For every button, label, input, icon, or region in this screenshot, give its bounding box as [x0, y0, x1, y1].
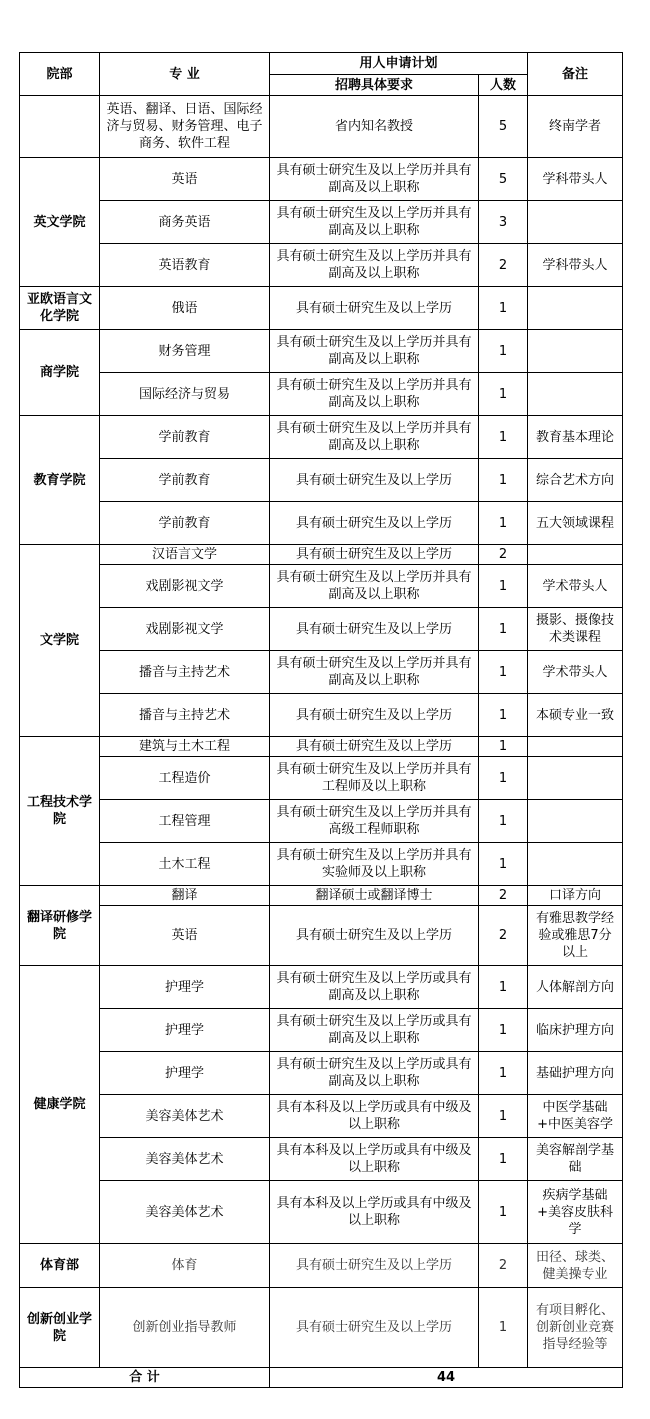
note-cell: 基础护理方向	[528, 1052, 623, 1095]
table-row	[20, 843, 623, 886]
dept-cell: 文学院	[20, 545, 100, 737]
table-row	[20, 373, 623, 416]
count-cell: 1	[479, 1288, 528, 1368]
requirement-cell: 具有硕士研究生及以上学历	[270, 545, 479, 565]
count-cell: 1	[479, 1052, 528, 1095]
count-cell: 1	[479, 565, 528, 608]
count-cell: 1	[479, 608, 528, 651]
note-cell: 教育基本理论	[528, 416, 623, 459]
count-cell: 1	[479, 416, 528, 459]
count-cell: 1	[479, 287, 528, 330]
table-row	[20, 1138, 623, 1181]
requirement-cell: 具有硕士研究生及以上学历或具有副高及以上职称	[270, 1052, 479, 1095]
major-cell: 播音与主持艺术	[100, 694, 270, 737]
note-cell: 学科带头人	[528, 158, 623, 201]
requirement-cell: 具有硕士研究生及以上学历	[270, 287, 479, 330]
major-cell: 国际经济与贸易	[100, 373, 270, 416]
requirement-cell: 具有硕士研究生及以上学历并具有副高及以上职称	[270, 416, 479, 459]
dept-cell: 体育部	[20, 1244, 100, 1288]
major-cell: 学前教育	[100, 502, 270, 545]
table-row	[20, 287, 623, 330]
note-cell: 美容解剖学基础	[528, 1138, 623, 1181]
header-count: 人数	[479, 75, 528, 96]
major-cell: 美容美体艺术	[100, 1138, 270, 1181]
table-row	[20, 737, 623, 757]
note-cell: 中医学基础+中医美容学	[528, 1095, 623, 1138]
note-cell: 终南学者	[528, 96, 623, 158]
header-requirement: 招聘具体要求	[270, 75, 479, 96]
major-cell: 工程造价	[100, 757, 270, 800]
count-cell: 1	[479, 966, 528, 1009]
count-cell: 1	[479, 459, 528, 502]
count-cell: 1	[479, 651, 528, 694]
requirement-cell: 具有硕士研究生及以上学历	[270, 1244, 479, 1288]
note-cell	[528, 287, 623, 330]
requirement-cell: 具有硕士研究生及以上学历并具有副高及以上职称	[270, 373, 479, 416]
major-cell: 汉语言文学	[100, 545, 270, 565]
major-cell: 戏剧影视文学	[100, 565, 270, 608]
major-cell: 美容美体艺术	[100, 1095, 270, 1138]
major-cell: 护理学	[100, 966, 270, 1009]
note-cell: 摄影、摄像技术类课程	[528, 608, 623, 651]
dept-cell: 商学院	[20, 330, 100, 416]
requirement-cell: 具有硕士研究生及以上学历	[270, 694, 479, 737]
count-cell: 1	[479, 1138, 528, 1181]
table-row	[20, 96, 623, 158]
table-row	[20, 459, 623, 502]
note-cell: 学术带头人	[528, 565, 623, 608]
major-cell: 创新创业指导教师	[100, 1288, 270, 1368]
count-cell: 1	[479, 1181, 528, 1244]
count-cell: 1	[479, 843, 528, 886]
major-cell: 美容美体艺术	[100, 1181, 270, 1244]
note-cell: 有雅思教学经验或雅思7分以上	[528, 906, 623, 966]
table-row	[20, 1052, 623, 1095]
count-cell: 1	[479, 373, 528, 416]
table-row	[20, 966, 623, 1009]
major-cell: 财务管理	[100, 330, 270, 373]
requirement-cell: 具有本科及以上学历或具有中级及以上职称	[270, 1138, 479, 1181]
table-row	[20, 906, 623, 966]
major-cell: 英语	[100, 906, 270, 966]
dept-cell: 翻译研修学院	[20, 886, 100, 966]
recruitment-plan-table	[19, 52, 623, 1388]
table-row	[20, 1009, 623, 1052]
note-cell: 疾病学基础+美容皮肤科学	[528, 1181, 623, 1244]
count-cell: 1	[479, 800, 528, 843]
requirement-cell: 具有硕士研究生及以上学历或具有副高及以上职称	[270, 966, 479, 1009]
table-row	[20, 158, 623, 201]
note-cell: 人体解剖方向	[528, 966, 623, 1009]
note-cell: 综合艺术方向	[528, 459, 623, 502]
note-cell: 临床护理方向	[528, 1009, 623, 1052]
note-cell	[528, 800, 623, 843]
major-cell: 学前教育	[100, 416, 270, 459]
count-cell: 1	[479, 502, 528, 545]
table-row	[20, 1288, 623, 1368]
major-cell: 体育	[100, 1244, 270, 1288]
requirement-cell: 具有硕士研究生及以上学历	[270, 906, 479, 966]
count-cell: 1	[479, 330, 528, 373]
table-row	[20, 1095, 623, 1138]
requirement-cell: 具有硕士研究生及以上学历并具有副高及以上职称	[270, 330, 479, 373]
note-cell	[528, 843, 623, 886]
requirement-cell: 具有硕士研究生及以上学历并具有实验师及以上职称	[270, 843, 479, 886]
note-cell	[528, 757, 623, 800]
dept-cell: 工程技术学院	[20, 737, 100, 886]
note-cell	[528, 330, 623, 373]
count-cell: 3	[479, 201, 528, 244]
dept-cell: 英文学院	[20, 158, 100, 287]
major-cell: 英语、翻译、日语、国际经济与贸易、财务管理、电子商务、软件工程	[100, 96, 270, 158]
total-value: 44	[270, 1368, 623, 1388]
note-cell	[528, 737, 623, 757]
major-cell: 学前教育	[100, 459, 270, 502]
dept-cell: 教育学院	[20, 416, 100, 545]
requirement-cell: 具有硕士研究生及以上学历并具有副高及以上职称	[270, 158, 479, 201]
major-cell: 护理学	[100, 1052, 270, 1095]
table-row	[20, 502, 623, 545]
major-cell: 俄语	[100, 287, 270, 330]
table-row	[20, 1244, 623, 1288]
dept-cell: 亚欧语言文化学院	[20, 287, 100, 330]
note-cell	[528, 373, 623, 416]
requirement-cell: 具有本科及以上学历或具有中级及以上职称	[270, 1181, 479, 1244]
dept-cell	[20, 96, 100, 158]
table-row	[20, 545, 623, 565]
count-cell: 2	[479, 545, 528, 565]
count-cell: 2	[479, 906, 528, 966]
major-cell: 播音与主持艺术	[100, 651, 270, 694]
major-cell: 土木工程	[100, 843, 270, 886]
requirement-cell: 具有硕士研究生及以上学历并具有副高及以上职称	[270, 565, 479, 608]
count-cell: 5	[479, 158, 528, 201]
requirement-cell: 具有硕士研究生及以上学历并具有副高及以上职称	[270, 651, 479, 694]
requirement-cell: 具有硕士研究生及以上学历	[270, 737, 479, 757]
table-row	[20, 1181, 623, 1244]
count-cell: 1	[479, 694, 528, 737]
major-cell: 戏剧影视文学	[100, 608, 270, 651]
table-row	[20, 201, 623, 244]
table-row	[20, 416, 623, 459]
requirement-cell: 翻译硕士或翻译博士	[270, 886, 479, 906]
requirement-cell: 具有本科及以上学历或具有中级及以上职称	[270, 1095, 479, 1138]
table-row	[20, 651, 623, 694]
header-dept: 院部	[20, 53, 100, 96]
major-cell: 建筑与土木工程	[100, 737, 270, 757]
count-cell: 5	[479, 96, 528, 158]
major-cell: 护理学	[100, 1009, 270, 1052]
note-cell: 五大领域课程	[528, 502, 623, 545]
count-cell: 2	[479, 244, 528, 287]
dept-cell: 创新创业学院	[20, 1288, 100, 1368]
table-row	[20, 244, 623, 287]
requirement-cell: 具有硕士研究生及以上学历并具有工程师及以上职称	[270, 757, 479, 800]
table-row	[20, 330, 623, 373]
requirement-cell: 具有硕士研究生及以上学历	[270, 1288, 479, 1368]
count-cell: 2	[479, 886, 528, 906]
requirement-cell: 具有硕士研究生及以上学历并具有高级工程师职称	[270, 800, 479, 843]
requirement-cell: 具有硕士研究生及以上学历并具有副高及以上职称	[270, 244, 479, 287]
total-label: 合 计	[20, 1368, 270, 1388]
note-cell: 学科带头人	[528, 244, 623, 287]
table-row	[20, 757, 623, 800]
count-cell: 1	[479, 1095, 528, 1138]
requirement-cell: 具有硕士研究生及以上学历	[270, 608, 479, 651]
dept-cell: 健康学院	[20, 966, 100, 1244]
note-cell: 有项目孵化、创新创业竞赛指导经验等	[528, 1288, 623, 1368]
table-row	[20, 565, 623, 608]
requirement-cell: 具有硕士研究生及以上学历或具有副高及以上职称	[270, 1009, 479, 1052]
requirement-cell: 具有硕士研究生及以上学历	[270, 459, 479, 502]
count-cell: 1	[479, 737, 528, 757]
major-cell: 商务英语	[100, 201, 270, 244]
count-cell: 1	[479, 757, 528, 800]
table-row	[20, 886, 623, 906]
table-row	[20, 694, 623, 737]
major-cell: 工程管理	[100, 800, 270, 843]
note-cell: 田径、球类、健美操专业	[528, 1244, 623, 1288]
header-major: 专 业	[100, 53, 270, 96]
note-cell: 学术带头人	[528, 651, 623, 694]
major-cell: 英语教育	[100, 244, 270, 287]
major-cell: 英语	[100, 158, 270, 201]
total-row	[20, 1368, 623, 1388]
requirement-cell: 省内知名教授	[270, 96, 479, 158]
note-cell: 本硕专业一致	[528, 694, 623, 737]
table-row	[20, 608, 623, 651]
requirement-cell: 具有硕士研究生及以上学历	[270, 502, 479, 545]
header-plan: 用人申请计划	[270, 53, 528, 75]
count-cell: 1	[479, 1009, 528, 1052]
header-note: 备注	[528, 53, 623, 96]
major-cell: 翻译	[100, 886, 270, 906]
count-cell: 2	[479, 1244, 528, 1288]
note-cell	[528, 545, 623, 565]
note-cell: 口译方向	[528, 886, 623, 906]
requirement-cell: 具有硕士研究生及以上学历并具有副高及以上职称	[270, 201, 479, 244]
note-cell	[528, 201, 623, 244]
table-row	[20, 800, 623, 843]
